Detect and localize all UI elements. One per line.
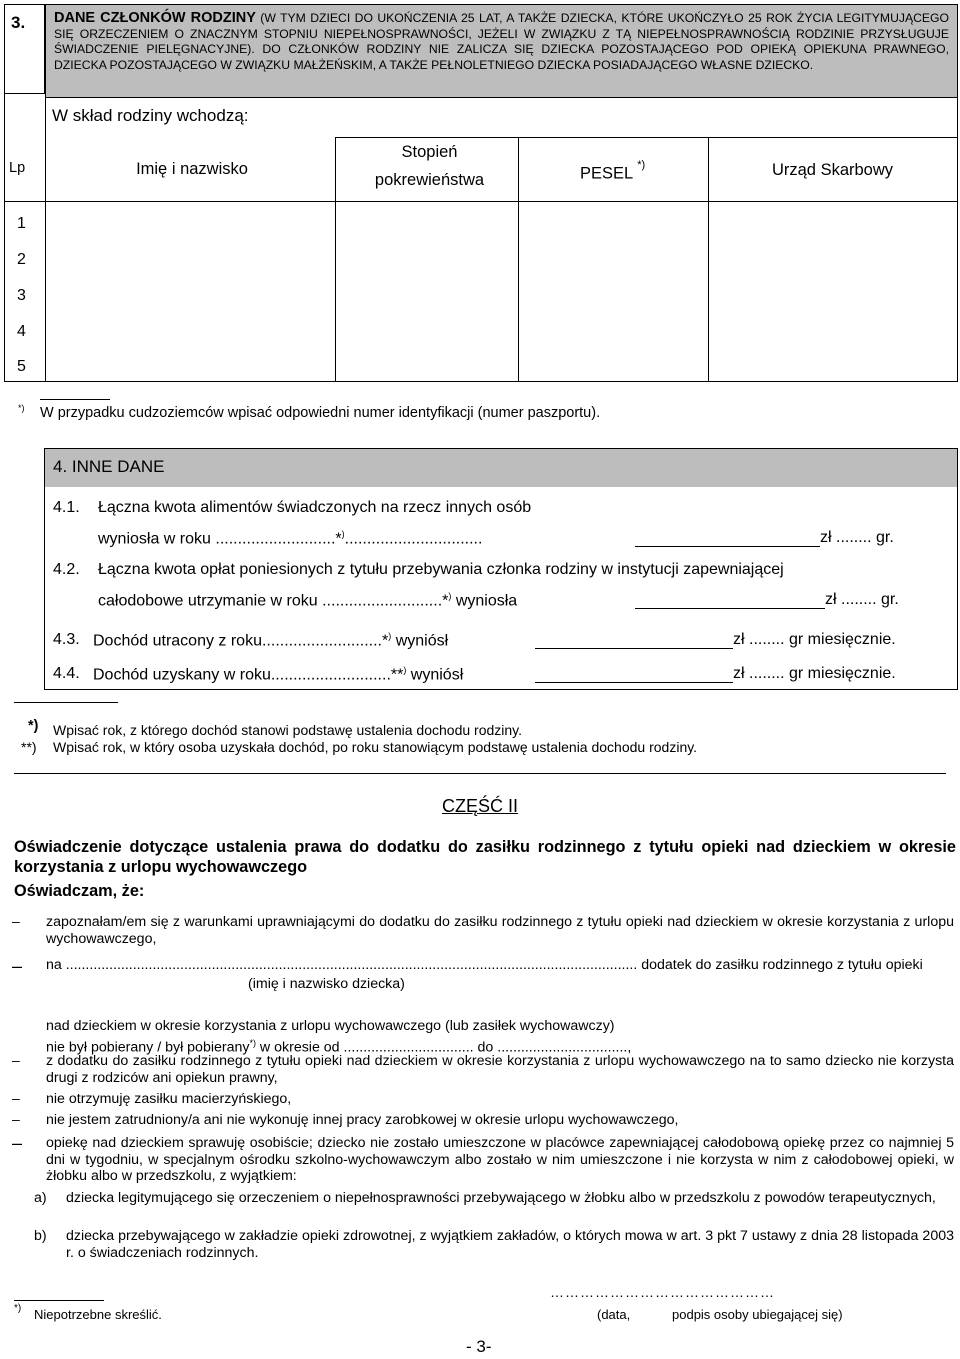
footnote-mark: *) — [18, 403, 25, 413]
footnote-mark: *) — [14, 1303, 22, 1314]
column-header-name: Imię i nazwisko — [136, 160, 248, 178]
section-3-header — [46, 5, 957, 97]
dash-bullet: – — [12, 1133, 23, 1153]
year-field: Dochód uzyskany w roku...........................** — [93, 666, 404, 684]
part-separator — [14, 773, 946, 774]
part-2-heading-text: CZĘŚĆ II — [441, 796, 518, 816]
row-number: 3 — [17, 287, 26, 304]
footnote-text: Wpisać rok, z którego dochód stanowi podstawę ustalenia dochodu rodziny. — [53, 722, 523, 738]
footnote-rule — [40, 399, 110, 400]
pesel-footnote-mark: *) — [637, 159, 646, 171]
statement-2: na ................................................................................................................................................. dodatek do zasiłku rodzinnego z tytułu opieki — [46, 957, 923, 973]
text: w okresie od ................................. do ................................., — [255, 1039, 632, 1056]
item-4-3-amount: zł ........ gr miesięcznie. — [733, 631, 896, 648]
row-number: 2 — [17, 251, 26, 268]
item-4-2-line2 — [98, 591, 517, 610]
section-4-header — [45, 449, 957, 487]
declare-label: Oświadczam, że: — [14, 882, 145, 900]
footnote — [18, 403, 601, 421]
child-name-caption: (imię i nazwisko dziecka) — [248, 976, 405, 992]
footnote-mark: ) — [341, 529, 345, 539]
pesel-label: PESEL — [580, 164, 633, 183]
dash-bullet: – — [12, 1052, 20, 1068]
text: nie był pobierany / był pobierany — [46, 1039, 250, 1056]
label: wyniósł — [410, 666, 464, 684]
item-number: 4.2. — [53, 561, 80, 578]
col-divider — [45, 5, 46, 381]
item-4-1-amount: zł ........ gr. — [820, 529, 894, 546]
footnote-mark: ) — [448, 591, 452, 601]
footnote-rule — [14, 702, 118, 703]
col-divider — [335, 137, 336, 381]
statement-1: zapoznałam/em się z warunkami uprawniającymi do dodatku do zasiłku rodzinnego z tytułu opieki nad dzieckiem w okresie korzystania z urlopu wychowawczego, — [46, 914, 954, 947]
section-4-title: 4. INNE DANE — [53, 457, 165, 476]
footnote — [28, 718, 38, 734]
divider — [5, 93, 46, 94]
exception-a: dziecka legitymującego się orzeczeniem o niepełnosprawności przebywającego w żłobku albo w przedszkolu z powodów terapeutycznych, — [66, 1190, 936, 1206]
item-4-2-text: Łączna kwota opłat poniesionych z tytułu przebywania członka rodziny w instytucji zapewniającej — [98, 561, 784, 578]
dash-bullet: – — [12, 1090, 20, 1106]
col-divider — [708, 137, 709, 381]
dash-bullet: – — [12, 913, 20, 929]
item-number: 4.1. — [53, 499, 80, 516]
item-number: 4.4. — [53, 665, 80, 682]
column-header-tax-office: Urząd Skarbowy — [771, 161, 894, 179]
amount-line[interactable] — [635, 546, 820, 547]
part-2-title: Oświadczenie dotyczące ustalenia prawa do dodatku do zasiłku rodzinnego z tytułu opieki nad dzieckiem w okresie korzystania z urlopu wychowawczego — [14, 838, 956, 876]
row-number: 1 — [17, 215, 26, 232]
amount-line[interactable] — [635, 608, 825, 609]
exception-b-label: b) — [34, 1228, 47, 1244]
amount-line[interactable] — [535, 682, 733, 683]
row-divider — [5, 201, 957, 202]
section-4-other-data — [44, 448, 958, 690]
item-4-3-text — [93, 631, 448, 650]
item-number: 4.3. — [53, 631, 80, 648]
exception-b: dziecka przebywającego w zakładzie opieki zdrowotnej, z wyjątkiem zakładów, o których mowa w art. 3 pkt 7 ustawy z dnia 28 listopada 2003 r. o świadczeniach rodzinnych. — [66, 1228, 954, 1261]
column-header-relation: Stopień — [401, 143, 458, 161]
label: wyniósł — [395, 632, 449, 650]
section-number: 3. — [5, 5, 45, 93]
dash-bullet: – — [12, 1111, 20, 1127]
item-4-2-amount: zł ........ gr. — [825, 591, 899, 608]
footnote-mark: **) — [21, 739, 37, 755]
statement-3: z dodatku do zasiłku rodzinnego z tytułu opieki nad dzieckiem w okresie korzystania z urlopu wychowawczego na to samo dziecko nie korzysta drugi z rodziców ani opiekun prawny, — [46, 1053, 954, 1086]
row-number: 5 — [17, 358, 26, 375]
footnote-text: W przypadku cudzoziemców wpisać odpowiedni numer identyfikacji (numer paszportu). — [40, 405, 601, 421]
year-field: Dochód utracony z roku...........................* — [93, 632, 389, 650]
footnote-mark: ) — [403, 665, 407, 675]
signature-caption: podpis osoby ubiegającej się) — [672, 1307, 843, 1322]
footnote-text: Wpisać rok, w który osoba uzyskała dochód, po roku stanowiącym podstawę ustalenia dochodu rodziny. — [53, 739, 698, 755]
column-header-lp: Lp — [9, 160, 26, 176]
section-title: DANE CZŁONKÓW RODZINY — [54, 10, 256, 26]
footnote-text: Niepotrzebne skreślić. — [34, 1307, 162, 1322]
label: wyniosła — [455, 592, 518, 610]
statement-2-line3: nad dzieckiem w okresie korzystania z urlopu wychowawczego (lub zasiłek wychowawczy) — [46, 1018, 615, 1034]
item-4-4-text — [93, 665, 463, 684]
part-2-heading — [0, 796, 960, 817]
item-4-1-text: Łączna kwota alimentów świadczonych na rzecz innych osób — [98, 499, 532, 516]
footnote-mark: ) — [388, 631, 392, 641]
row-divider — [335, 137, 957, 138]
column-header-relation-2: pokrewieństwa — [374, 171, 485, 189]
family-composition-label-row — [46, 97, 957, 126]
page-number: - 3- — [466, 1337, 492, 1356]
item-4-4-amount: zł ........ gr miesięcznie. — [733, 665, 896, 682]
footnote-mark: *) — [28, 718, 39, 734]
col-divider — [518, 137, 519, 381]
section-3-family-table — [4, 4, 958, 382]
item-4-1-line2 — [98, 529, 482, 548]
year-field: całodobowe utrzymanie w roku ...........................* — [98, 592, 449, 610]
section-description: (W TYM DZIECI DO UKOŃCZENIA 25 LAT, A TAKŻE DZIECKA, KTÓRE UKOŃCZYŁO 25 ROK ŻYCIA LEGITYMUJĄCEGO SIĘ ORZECZENIEM O ZNACZNYM STOPNIU NIEPEŁNOSPRAWNOŚCI, JEŻELI W ZWIĄZKU Z TĄ NIEPEŁNOSPRAWNOŚCIĄ RODZINIE PRZYSŁUGUJE ŚWIADCZENIE PIELĘGNACYJNE). DO CZŁONKÓW RODZINY NIE ZALICZA SIĘ DZIECKA POZOSTAJĄCEGO POD OPIEKĄ OPIEKUNA PRAWNEGO, DZIECKA POZOSTAJĄCEGO W ZWIĄZKU MAŁŻEŃSKIM, A TAKŻE PEŁNOLETNIEGO DZIECKA POSIADAJĄCEGO WŁASNE DZIECKO. — [54, 11, 949, 72]
amount-line[interactable] — [535, 648, 733, 649]
dots: ............................... — [344, 530, 483, 548]
statement-4: nie otrzymuję zasiłku macierzyńskiego, — [46, 1091, 292, 1107]
footnote-rule — [14, 1300, 104, 1301]
signature-date-caption: (data, — [597, 1307, 631, 1322]
family-composition-label: W skład rodziny wchodzą: — [52, 106, 249, 125]
statement-5: nie jestem zatrudniony/a ani nie wykonuję innej pracy zarobkowej w okresie urlopu wychowawczego, — [46, 1112, 679, 1128]
year-field: wyniosła w roku ...........................* — [98, 530, 342, 548]
footnote-mark: *) — [249, 1038, 256, 1048]
signature-line[interactable]: ……………………………………… — [550, 1284, 775, 1300]
dash-bullet: – — [12, 956, 23, 976]
statement-6: opiekę nad dzieckiem sprawuję osobiście; dziecko nie zostało umieszczone w placówce zapewniającej całodobową opiekę przez co najmniej 5 dni w tygodniu, w specjalnym ośrodku szkolno-wychowawczym albo zostało w nim umieszczone i nie korzysta w nim z całodobowej opieki, w żłobku albo w przedszkolu, z wyjątkiem: — [46, 1135, 954, 1185]
exception-a-label: a) — [34, 1190, 47, 1206]
row-number: 4 — [17, 323, 26, 340]
column-header-pesel — [580, 159, 646, 184]
